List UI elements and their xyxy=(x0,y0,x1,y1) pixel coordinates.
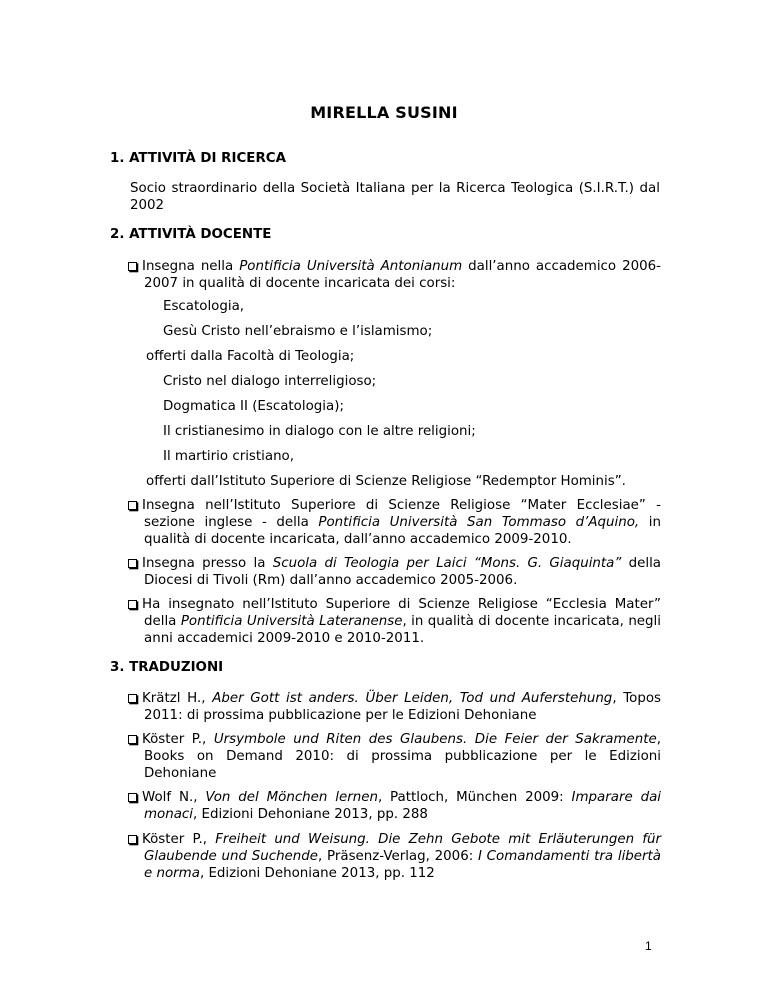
checkbox-bullet-icon xyxy=(128,262,137,271)
course-item: Gesù Cristo nell’ebraismo e l’islamismo; xyxy=(163,324,433,339)
section-heading-research: 1. ATTIVITÀ DI RICERCA xyxy=(110,151,286,166)
checkbox-bullet-icon xyxy=(128,694,137,703)
checkbox-bullet-icon xyxy=(128,835,137,844)
list-item-teaching-2: Insegna nell’Istituto Superiore di Scienze Religiose “Mater Ecclesiae” - sezione inglese - della Pontificia Università San Tommaso d’Aquino, in qualità di docente incaricata, dall’anno accademico 2009-2010. xyxy=(128,497,661,548)
list-item-translation-4: Köster P., Freiheit und Weisung. Die Zehn Gebote mit Erläuterungen für Glaubende und Suchende, Präsenz-Verlag, 2006: I Comandamenti tra libertà e norma, Edizioni Dehoniane 2013, pp. 112 xyxy=(128,831,661,882)
list-item-teaching-3: Insegna presso la Scuola di Teologia per Laici “Mons. G. Giaquinta” della Diocesi di Tivoli (Rm) dall’anno accademico 2005-2006. xyxy=(128,555,661,589)
list-item-translation-3: Wolf N., Von del Mönchen lernen, Pattloch, München 2009: Imparare dai monaci, Edizioni Dehoniane 2013, pp. 288 xyxy=(128,789,661,823)
section-heading-translations: 3. TRADUZIONI xyxy=(110,660,224,675)
list-item-translation-2: Köster P., Ursymbole und Riten des Glaubens. Die Feier der Sakramente, Books on Demand 2010: di prossima pubblicazione per le Edizioni Dehoniane xyxy=(128,731,661,782)
course-item: Dogmatica II (Escatologia); xyxy=(163,399,344,414)
course-item: Il cristianesimo in dialogo con le altre religioni; xyxy=(163,424,476,439)
checkbox-bullet-icon xyxy=(128,735,137,744)
course-item: Escatologia, xyxy=(163,299,245,314)
section-heading-teaching: 2. ATTIVITÀ DOCENTE xyxy=(110,227,272,242)
list-item-teaching-4: Ha insegnato nell’Istituto Superiore di Scienze Religiose “Ecclesia Mater” della Pontificia Università Lateranense, in qualità di docente incaricata, negli anni accademici 2009-2010 e 2010-2011. xyxy=(128,596,661,647)
checkbox-bullet-icon xyxy=(128,501,137,510)
checkbox-bullet-icon xyxy=(128,793,137,802)
offered-by-text: offerti dalla Facoltà di Teologia; xyxy=(146,349,355,364)
offered-by-text: offerti dall’Istituto Superiore di Scienze Religiose “Redemptor Hominis”. xyxy=(146,474,626,489)
course-item: Cristo nel dialogo interreligioso; xyxy=(163,374,377,389)
list-item-translation-1: Krätzl H., Aber Gott ist anders. Über Leiden, Tod und Auferstehung, Topos 2011: di prossima pubblicazione per le Edizioni Dehoniane xyxy=(128,690,661,724)
page-number: 1 xyxy=(645,939,652,953)
checkbox-bullet-icon xyxy=(128,600,137,609)
page-title: MIRELLA SUSINI xyxy=(310,103,458,122)
course-item: Il martirio cristiano, xyxy=(163,449,295,464)
list-item-teaching-1: Insegna nella Pontificia Università Antonianum dall’anno accademico 2006-2007 in qualità di docente incaricata dei corsi: xyxy=(128,258,661,292)
checkbox-bullet-icon xyxy=(128,559,137,568)
research-text: Socio straordinario della Società Italiana per la Ricerca Teologica (S.I.R.T.) dal 2002 xyxy=(130,181,660,213)
